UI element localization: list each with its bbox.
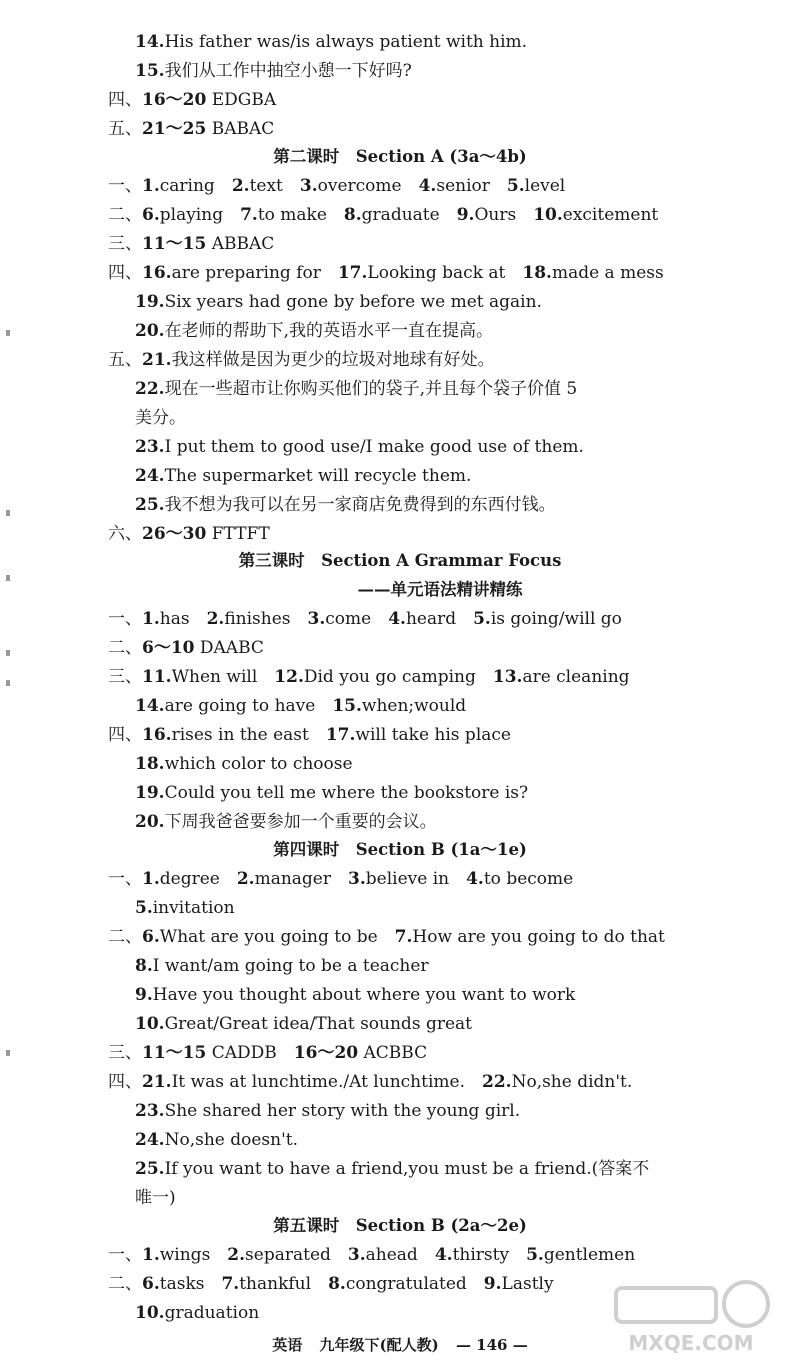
- answer-line: [135, 1156, 649, 1182]
- answer-text: I want/am going to be a teacher: [152, 956, 429, 976]
- section-number: 二、: [108, 1274, 142, 1294]
- answer-text: are cleaning: [522, 667, 630, 687]
- answer-text: What are you going to be: [159, 927, 378, 947]
- answer-text: Could you tell me where the bookstore is?: [164, 783, 529, 803]
- answer-text: Lastly: [501, 1274, 554, 1294]
- answer-text: graduate: [361, 205, 440, 225]
- answer-line: [108, 231, 274, 257]
- question-number: 20.: [135, 321, 165, 341]
- answer-text: rises in the east: [171, 725, 309, 745]
- answer-line: [135, 780, 528, 806]
- question-number: 16.: [142, 263, 172, 283]
- question-number: 14.: [135, 696, 165, 716]
- answer-text: Great/Great idea/That sounds great: [164, 1014, 472, 1034]
- question-number: 8.: [343, 205, 362, 225]
- answer-text: His father was/is always patient with him.: [164, 32, 528, 52]
- question-number: 16～20: [142, 90, 207, 110]
- answer-text: will take his place: [355, 725, 511, 745]
- answer-line: [135, 693, 466, 719]
- question-number: 4.: [388, 609, 406, 629]
- answer-text: overcome: [317, 176, 402, 196]
- question-number: 25.: [135, 1159, 165, 1179]
- answer-text: ACBBC: [358, 1043, 428, 1063]
- answer-text: 我这样做是因为更少的垃圾对地球有好处。: [171, 350, 495, 370]
- section-number: 一、: [108, 609, 142, 629]
- answer-text: 现在一些超市让你购买他们的袋子,并且每个袋子价值 5: [164, 379, 578, 399]
- question-number: 26～30: [142, 524, 207, 544]
- answer-line: [135, 895, 235, 921]
- question-number: 22.: [135, 379, 165, 399]
- answer-text: FTTFT: [206, 524, 270, 544]
- question-number: 9.: [456, 205, 475, 225]
- answer-text: EDGBA: [206, 90, 277, 110]
- question-number: 5.: [473, 609, 491, 629]
- section-number: 六、: [108, 524, 142, 544]
- answer-line: [108, 1069, 632, 1095]
- answer-text: No,she didn't.: [511, 1072, 633, 1092]
- question-number: 6.: [142, 927, 160, 947]
- answer-text: Ours: [474, 205, 517, 225]
- answer-line: [108, 1242, 635, 1268]
- answer-text: to become: [483, 869, 574, 889]
- question-number: 19.: [135, 783, 165, 803]
- answer-text: come: [325, 609, 372, 629]
- question-number: 23.: [135, 1101, 165, 1121]
- answer-line: [135, 1127, 298, 1153]
- answer-line: [108, 635, 264, 661]
- answer-text: thirsty: [452, 1245, 510, 1265]
- question-number: 7.: [240, 205, 258, 225]
- question-number: 16.: [142, 725, 172, 745]
- answer-line: [108, 347, 495, 373]
- answer-line: [135, 1011, 472, 1037]
- lesson-heading: ——单元语法精讲精练: [357, 580, 523, 599]
- question-number: 25.: [135, 495, 165, 515]
- question-number: 4.: [466, 869, 484, 889]
- answer-text: 美分。: [135, 408, 186, 428]
- question-number: 2.: [227, 1245, 246, 1265]
- question-number: 1.: [142, 609, 160, 629]
- question-number: 2.: [206, 609, 225, 629]
- answer-text: She shared her story with the young girl.: [164, 1101, 521, 1121]
- question-number: 3.: [348, 869, 366, 889]
- section-number: 三、: [108, 1043, 142, 1063]
- answer-text: are preparing for: [171, 263, 321, 283]
- answer-text: 在老师的帮助下,我的英语水平一直在提高。: [164, 321, 493, 341]
- answer-line: [135, 434, 584, 460]
- answer-text: Looking back at: [367, 263, 506, 283]
- answer-text: graduation: [164, 1303, 260, 1323]
- section-number: 五、: [108, 119, 142, 139]
- answer-line: [135, 809, 437, 835]
- question-number: 7.: [394, 927, 413, 947]
- answer-line: [135, 953, 429, 979]
- question-number: 15.: [135, 61, 165, 81]
- question-number: 4.: [418, 176, 437, 196]
- answer-text: gentlemen: [543, 1245, 636, 1265]
- answer-text: heard: [405, 609, 457, 629]
- answer-text: Have you thought about where you want to work: [152, 985, 576, 1005]
- question-number: 10.: [135, 1303, 165, 1323]
- lesson-heading: 第二课时 Section A (3a～4b): [273, 147, 527, 166]
- answer-line: [108, 664, 630, 690]
- question-number: 11～15: [142, 234, 207, 254]
- lesson-heading: 第三课时 Section A Grammar Focus: [238, 551, 562, 570]
- answer-line: [135, 1300, 259, 1326]
- answer-line: [135, 1185, 176, 1211]
- answer-text: It was at lunchtime./At lunchtime.: [171, 1072, 465, 1092]
- section-number: 五、: [108, 350, 142, 370]
- question-number: 8.: [328, 1274, 346, 1294]
- section-number: 四、: [108, 725, 142, 745]
- answer-text: How are you going to do that: [412, 927, 665, 947]
- answer-text: made a mess: [551, 263, 664, 283]
- answer-text: DAABC: [194, 638, 264, 658]
- answer-text: Six years had gone by before we met again.: [164, 292, 542, 312]
- answer-line: [108, 924, 665, 950]
- answer-line: [135, 289, 542, 315]
- question-number: 22.: [481, 1072, 512, 1092]
- answer-text: is going/will go: [490, 609, 622, 629]
- margin-scan-mark: [6, 680, 10, 686]
- section-number: 三、: [108, 234, 142, 254]
- answer-text: invitation: [152, 898, 235, 918]
- section-number: 三、: [108, 667, 142, 687]
- question-number: 10.: [533, 205, 563, 225]
- question-number: 6.: [142, 1274, 160, 1294]
- section-number: 二、: [108, 638, 142, 658]
- section-number: 二、: [108, 927, 142, 947]
- answer-text: degree: [159, 869, 220, 889]
- question-number: 9.: [135, 985, 153, 1005]
- answer-line: [108, 260, 664, 286]
- answer-line: [108, 173, 565, 199]
- answer-line: [135, 376, 577, 402]
- section-number: 一、: [108, 176, 142, 196]
- answer-text: 下周我爸爸要参加一个重要的会议。: [164, 812, 437, 832]
- answer-watermark-logo-icon: [596, 1276, 786, 1356]
- answer-line: [108, 521, 270, 547]
- question-number: 17.: [337, 263, 368, 283]
- answer-text: thankful: [239, 1274, 312, 1294]
- footer-subject: 英语: [272, 1336, 303, 1354]
- answer-line: [108, 87, 276, 113]
- answer-line: [108, 1040, 427, 1066]
- lesson-heading: 第四课时 Section B (1a～1e): [273, 840, 527, 859]
- question-number: 6.: [142, 205, 160, 225]
- lesson-heading: 第五课时 Section B (2a～2e): [273, 1216, 527, 1235]
- question-number: 8.: [135, 956, 153, 976]
- question-number: 14.: [135, 32, 165, 52]
- answer-text: 唯一): [135, 1188, 176, 1208]
- answer-text: finishes: [224, 609, 291, 629]
- answer-text: Did you go camping: [303, 667, 476, 687]
- answer-text: excitement: [562, 205, 659, 225]
- question-number: 23.: [135, 437, 165, 457]
- answer-text: tasks: [159, 1274, 205, 1294]
- answer-line: [108, 202, 658, 228]
- answer-text: believe in: [365, 869, 450, 889]
- answer-line: [135, 982, 575, 1008]
- answer-line: [135, 492, 556, 518]
- answer-text: text: [249, 176, 283, 196]
- question-number: 18.: [135, 754, 165, 774]
- question-number: 12.: [274, 667, 304, 687]
- question-number: 20.: [135, 812, 165, 832]
- question-number: 1.: [142, 869, 160, 889]
- answer-text: to make: [257, 205, 327, 225]
- answer-text: 我们从工作中抽空小憩一下好吗?: [164, 61, 412, 81]
- answer-line: [135, 29, 527, 55]
- answer-text: The supermarket will recycle them.: [164, 466, 472, 486]
- answer-line: [135, 318, 493, 344]
- answer-line: [135, 405, 186, 431]
- answer-text: separated: [245, 1245, 331, 1265]
- answer-text: When will: [171, 667, 258, 687]
- margin-scan-mark: [6, 510, 10, 516]
- answer-line: [108, 722, 511, 748]
- question-number: 2.: [236, 869, 255, 889]
- answer-text: has: [159, 609, 190, 629]
- answer-text: I put them to good use/I make good use of them.: [164, 437, 584, 457]
- answer-text: which color to choose: [164, 754, 353, 774]
- question-number: 17.: [325, 725, 356, 745]
- question-number: 21.: [142, 1072, 172, 1092]
- question-number: 24.: [135, 466, 165, 486]
- answer-text: are going to have: [164, 696, 316, 716]
- margin-scan-mark: [6, 575, 10, 581]
- section-number: 四、: [108, 90, 142, 110]
- answer-line: [108, 1271, 554, 1297]
- question-number: 5.: [526, 1245, 544, 1265]
- answer-text: wings: [159, 1245, 211, 1265]
- answer-text: caring: [159, 176, 215, 196]
- answer-text: senior: [436, 176, 490, 196]
- question-number: 21.: [142, 350, 172, 370]
- answer-text: BABAC: [206, 119, 275, 139]
- answer-text: when;would: [361, 696, 467, 716]
- answer-line: [108, 606, 622, 632]
- answer-text: CADDB: [206, 1043, 277, 1063]
- margin-scan-mark: [6, 650, 10, 656]
- question-number: 16～20: [293, 1043, 359, 1063]
- question-number: 4.: [434, 1245, 453, 1265]
- question-number: 9.: [483, 1274, 502, 1294]
- answer-text: If you want to have a friend,you must be a friend.(答案不: [164, 1159, 650, 1179]
- section-number: 一、: [108, 869, 142, 889]
- question-number: 3.: [307, 609, 326, 629]
- section-number: 一、: [108, 1245, 142, 1265]
- question-number: 19.: [135, 292, 165, 312]
- question-number: 24.: [135, 1130, 165, 1150]
- answer-text: 我不想为我可以在另一家商店免费得到的东西付钱。: [164, 495, 556, 515]
- question-number: 3.: [299, 176, 318, 196]
- footer-page-number: — 146 —: [455, 1336, 528, 1354]
- answer-line: [108, 116, 274, 142]
- question-number: 13.: [492, 667, 523, 687]
- question-number: 11～15: [142, 1043, 207, 1063]
- section-number: 四、: [108, 1072, 142, 1092]
- answer-text: No,she doesn't.: [164, 1130, 298, 1150]
- section-number: 四、: [108, 263, 142, 283]
- question-number: 1.: [142, 1245, 160, 1265]
- question-number: 10.: [135, 1014, 165, 1034]
- answer-line: [135, 463, 471, 489]
- watermark-text: MXQE.COM: [628, 1331, 754, 1355]
- section-number: 二、: [108, 205, 142, 225]
- question-number: 2.: [231, 176, 250, 196]
- answer-line: [135, 58, 412, 84]
- answer-text: level: [524, 176, 566, 196]
- answer-text: ABBAC: [206, 234, 275, 254]
- answer-text: playing: [159, 205, 224, 225]
- question-number: 21～25: [142, 119, 207, 139]
- answer-text: manager: [254, 869, 331, 889]
- answer-text: ahead: [365, 1245, 418, 1265]
- answer-line: [108, 866, 573, 892]
- footer-grade: 九年级下(配人教): [319, 1336, 439, 1354]
- margin-scan-mark: [6, 330, 10, 336]
- question-number: 11.: [142, 667, 172, 687]
- question-number: 5.: [506, 176, 525, 196]
- margin-scan-mark: [6, 1050, 10, 1056]
- question-number: 1.: [142, 176, 160, 196]
- answer-text: congratulated: [345, 1274, 467, 1294]
- question-number: 5.: [135, 898, 153, 918]
- answer-line: [135, 751, 353, 777]
- question-number: 3.: [347, 1245, 366, 1265]
- question-number: 7.: [221, 1274, 240, 1294]
- answer-line: [135, 1098, 520, 1124]
- question-number: 18.: [522, 263, 552, 283]
- question-number: 6～10: [142, 638, 195, 658]
- question-number: 15.: [332, 696, 362, 716]
